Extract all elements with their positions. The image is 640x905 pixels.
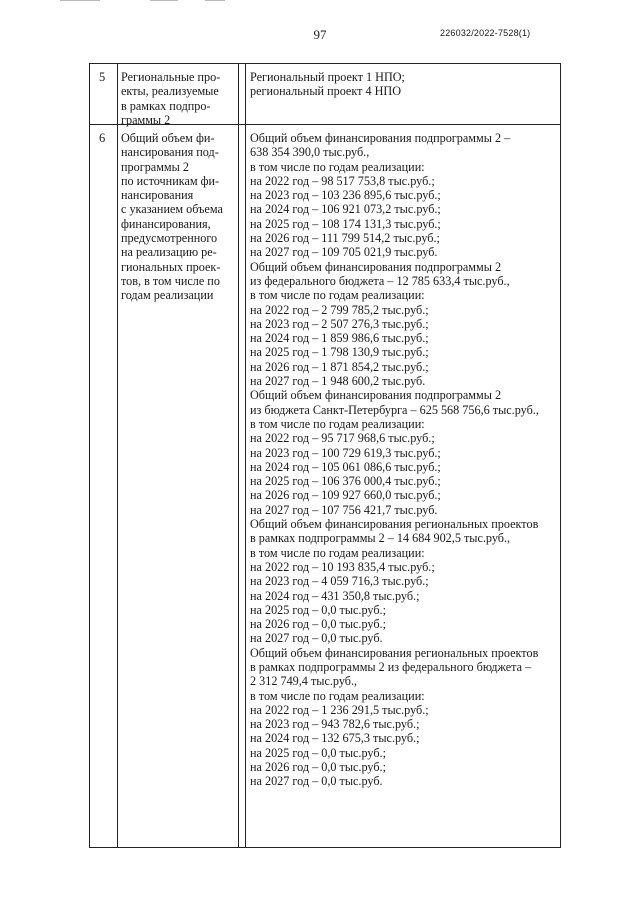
content-line: на 2027 год – 0,0 тыс.руб. — [250, 774, 383, 789]
content-line: в том числе по годам реализации: — [250, 416, 425, 431]
content-line: Региональный проект 1 НПО; — [250, 70, 405, 84]
content-line: на 2027 год – 107 756 421,7 тыс.руб. — [250, 502, 438, 517]
content-line: на 2025 год – 1 798 130,9 тыс.руб.; — [250, 345, 429, 360]
content-line: Общий объем финансирования подпрограммы 2 — [250, 259, 502, 274]
label-line: Общий объем фи- — [121, 131, 215, 145]
row-number: 5 — [99, 70, 106, 84]
label-line: на реализацию ре- — [121, 245, 217, 260]
content-line: Общий объем финансирования региональных проектов — [250, 517, 539, 532]
row-content — [250, 131, 539, 789]
content-line: на 2026 год – 0,0 тыс.руб.; — [250, 760, 386, 775]
content-line: Общий объем финансирования подпрограммы 2 — [250, 388, 502, 403]
label-line: екты, реализуемые — [121, 84, 219, 99]
label-line: нансирования — [121, 188, 194, 203]
content-line: из бюджета Санкт-Петербурга – 625 568 756,6 тыс.руб., — [250, 402, 539, 417]
content-line: на 2024 год – 106 921 073,2 тыс.руб.; — [250, 202, 441, 217]
content-line: в том числе по годам реализации: — [250, 688, 425, 703]
content-line: на 2022 год – 2 799 785,2 тыс.руб.; — [250, 302, 429, 317]
label-line: гиональных проек- — [121, 259, 221, 274]
column-divider — [245, 64, 246, 847]
content-line: в рамках подпрограммы 2 из федерального бюджета – — [250, 659, 532, 674]
label-line: финансирования, — [121, 216, 211, 231]
program-table — [89, 63, 561, 848]
label-line: тов, в том числе по — [121, 273, 220, 288]
content-line: на 2023 год – 100 729 619,3 тыс.руб.; — [250, 445, 441, 460]
label-line: граммы 2 — [121, 112, 171, 127]
content-line: на 2026 год – 111 799 514,2 тыс.руб.; — [250, 231, 440, 246]
content-line: на 2022 год – 1 236 291,5 тыс.руб.; — [250, 702, 429, 717]
content-line: на 2022 год – 95 717 968,6 тыс.руб.; — [250, 431, 435, 446]
content-line: на 2026 год – 109 927 660,0 тыс.руб.; — [250, 488, 441, 503]
content-line: на 2022 год – 98 517 753,8 тыс.руб.; — [250, 173, 435, 188]
content-line: в том числе по годам реализации: — [250, 545, 425, 560]
content-line: на 2024 год – 105 061 086,6 тыс.руб.; — [250, 459, 441, 474]
content-line: 2 312 749,4 тыс.руб., — [250, 674, 358, 689]
content-line: на 2025 год – 108 174 131,3 тыс.руб.; — [250, 216, 441, 231]
content-line: на 2025 год – 0,0 тыс.руб.; — [250, 745, 386, 760]
column-divider — [238, 64, 239, 847]
content-line: на 2027 год – 0,0 тыс.руб. — [250, 631, 383, 646]
content-line: на 2023 год – 943 782,6 тыс.руб.; — [250, 717, 420, 732]
column-divider — [117, 64, 118, 847]
content-line: региональный проект 4 НПО — [250, 84, 402, 99]
content-line: в том числе по годам реализации: — [250, 288, 425, 303]
content-line: Общий объем финансирования региональных проектов — [250, 645, 539, 660]
label-line: Региональные про- — [121, 70, 221, 84]
label-line: предусмотренного — [121, 231, 218, 246]
content-line: Общий объем финансирования подпрограммы 2 – — [250, 131, 511, 145]
content-line: на 2027 год – 109 705 021,9 тыс.руб. — [250, 245, 438, 260]
content-line: на 2025 год – 106 376 000,4 тыс.руб.; — [250, 474, 441, 489]
content-line: на 2024 год – 132 675,3 тыс.руб.; — [250, 731, 420, 746]
row-label — [121, 131, 223, 303]
label-line: годам реализации — [121, 288, 214, 303]
content-line: на 2025 год – 0,0 тыс.руб.; — [250, 602, 386, 617]
row-label — [121, 70, 220, 127]
content-line: на 2026 год – 1 871 854,2 тыс.руб.; — [250, 359, 429, 374]
scan-artifact — [0, 0, 240, 6]
content-line: на 2026 год – 0,0 тыс.руб.; — [250, 617, 386, 632]
page-number: 97 — [313, 27, 327, 42]
content-line: на 2027 год – 1 948 600,2 тыс.руб. — [250, 374, 426, 389]
content-line: на 2023 год – 103 236 895,6 тыс.руб.; — [250, 188, 441, 203]
row-content — [250, 70, 405, 99]
content-line: в том числе по годам реализации: — [250, 159, 425, 174]
content-line: на 2024 год – 431 350,8 тыс.руб.; — [250, 588, 420, 603]
content-line: на 2024 год – 1 859 986,6 тыс.руб.; — [250, 331, 429, 346]
content-line: на 2023 год – 4 059 716,3 тыс.руб.; — [250, 574, 429, 589]
row-number: 6 — [99, 131, 106, 145]
label-line: программы 2 — [121, 159, 189, 174]
label-line: нансирования под- — [121, 145, 219, 160]
document-code: 226032/2022-7528(1) — [440, 28, 531, 38]
content-line: в рамках подпрограммы 2 – 14 684 902,5 тыс.руб., — [250, 531, 511, 546]
label-line: по источникам фи- — [121, 173, 220, 188]
content-line: из федерального бюджета – 12 785 633,4 тыс.руб., — [250, 273, 510, 288]
content-line: 638 354 390,0 тыс.руб., — [250, 145, 370, 160]
label-line: в рамках подпро- — [121, 98, 211, 113]
content-line: на 2023 год – 2 507 276,3 тыс.руб.; — [250, 316, 429, 331]
content-line: на 2022 год – 10 193 835,4 тыс.руб.; — [250, 559, 435, 574]
label-line: с указанием объема — [121, 202, 223, 217]
